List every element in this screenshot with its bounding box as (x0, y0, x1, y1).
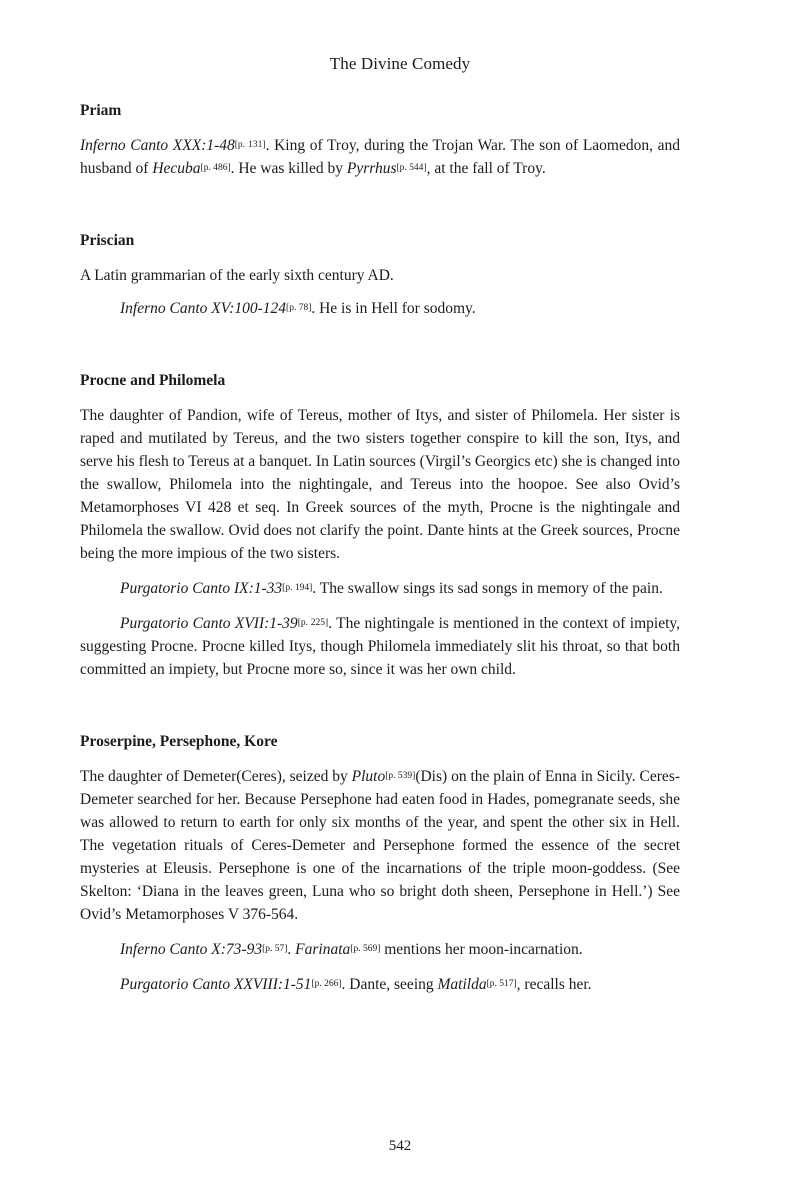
canto-reference (80, 577, 680, 600)
entry-description (80, 765, 680, 926)
canto-reference (80, 938, 680, 961)
page-reference: [p. 539] (385, 771, 416, 781)
text: The daughter of Demeter(Ceres), seized by (80, 768, 352, 785)
text: . He is in Hell for sodomy. (311, 300, 476, 317)
canto-reference-link[interactable]: Inferno Canto X:73-93 (120, 941, 263, 958)
text: . He was killed by (230, 160, 347, 177)
text: . (287, 941, 296, 958)
page-reference: [p. 131] (234, 140, 266, 150)
text: . The nightingale is mentioned in the context of impiety, suggesting Procne. Procne killed Itys, though Philomela immediately slit his throat, so that both committed an impiety, but Procne more so, since it was her own child. (80, 615, 681, 678)
running-header: The Divine Comedy (329, 54, 471, 73)
cross-reference-link[interactable]: Matilda (437, 976, 487, 993)
page-reference: [p. 544] (396, 163, 427, 173)
text: mentions her moon-incarnation. (380, 941, 583, 958)
page-reference: [p. 194] (282, 583, 313, 593)
cross-reference-link[interactable]: Pluto (351, 768, 386, 785)
entry-title: Procne and Philomela (80, 372, 226, 389)
page-reference: [p. 569] (350, 944, 381, 954)
entry-priscian (80, 229, 680, 320)
canto-reference-link[interactable]: Inferno Canto XXX:1-48 (80, 137, 235, 154)
page-number: 542 (388, 1138, 412, 1154)
canto-reference-link[interactable]: Purgatorio Canto IX:1-33 (120, 580, 283, 597)
canto-reference (80, 297, 680, 320)
canto-reference (80, 973, 680, 996)
entry-title: Priscian (80, 232, 135, 249)
text: , at the fall of Troy. (426, 160, 546, 177)
entry-priam (80, 99, 680, 180)
page-reference: [p. 78] (286, 303, 312, 313)
canto-reference-link[interactable]: Purgatorio Canto XVII:1-39 (120, 615, 298, 632)
page-reference: [p. 225] (297, 618, 329, 628)
page-reference: [p. 486] (200, 163, 231, 173)
canto-reference (80, 612, 680, 681)
text: , recalls her. (516, 976, 592, 993)
entry-title: Proserpine, Persephone, Kore (80, 733, 278, 750)
text: (Dis) on the plain of Enna in Sicily. Ceres-Demeter searched for her. Because Persephone had eaten food in Hades, pomegranate seeds, she was allowed to return to earth for only six months of the year, and spent the other six in Hell. The vegetation rituals of Ceres-Demeter and Persephone formed the essence of the secret mysteries at Eleusis. Persephone is one of the incarnations of the triple moon-goddess. (See Skelton: ‘Diana in the leaves green, Luna who so bright doth sheen, Persephone in Hell.’) See Ovid’s Metamorphoses V 376-564. (80, 768, 681, 923)
canto-reference-link[interactable]: Purgatorio Canto XXVIII:1-51 (120, 976, 312, 993)
entry-procne-and-philomela (80, 369, 680, 681)
text: . Dante, seeing (341, 976, 438, 993)
page-reference: [p. 266] (311, 979, 342, 989)
page-reference: [p. 517] (486, 979, 517, 989)
entry-description (80, 134, 680, 180)
cross-reference-link[interactable]: Hecuba (152, 160, 201, 177)
cross-reference-link[interactable]: Farinata (295, 941, 351, 958)
canto-reference-link[interactable]: Inferno Canto XV:100-124 (120, 300, 287, 317)
text: . The swallow sings its sad songs in memory of the pain. (312, 580, 663, 597)
entry-description: The daughter of Pandion, wife of Tereus, mother of Itys, and sister of Philomela. Her sister is raped and mutilated by Tereus, and the two sisters together conspire to kill the son, Itys, and serve his flesh to Tereus at a banquet. In Latin sources (Virgil’s Georgics etc) she is changed into the swallow, Philomela into the nightingale, and Tereus into the hoopoe. See also Ovid’s Metamorphoses VI 428 et seq. In Greek sources of the myth, Procne is the nightingale and Philomela the swallow. Ovid does not clarify the point. Dante hints at the Greek sources, Procne being the more impious of the two sisters. (80, 407, 680, 562)
page-reference: [p. 57] (262, 944, 288, 954)
entry-title: Priam (80, 102, 122, 119)
text: . King of Troy, during the Trojan War. The son of Laomedon, and husband of (80, 137, 680, 177)
entry-description: A Latin grammarian of the early sixth century AD. (80, 267, 394, 284)
cross-reference-link[interactable]: Pyrrhus (346, 160, 397, 177)
entry-proserpine (80, 730, 680, 996)
glossary-content (80, 99, 680, 1045)
